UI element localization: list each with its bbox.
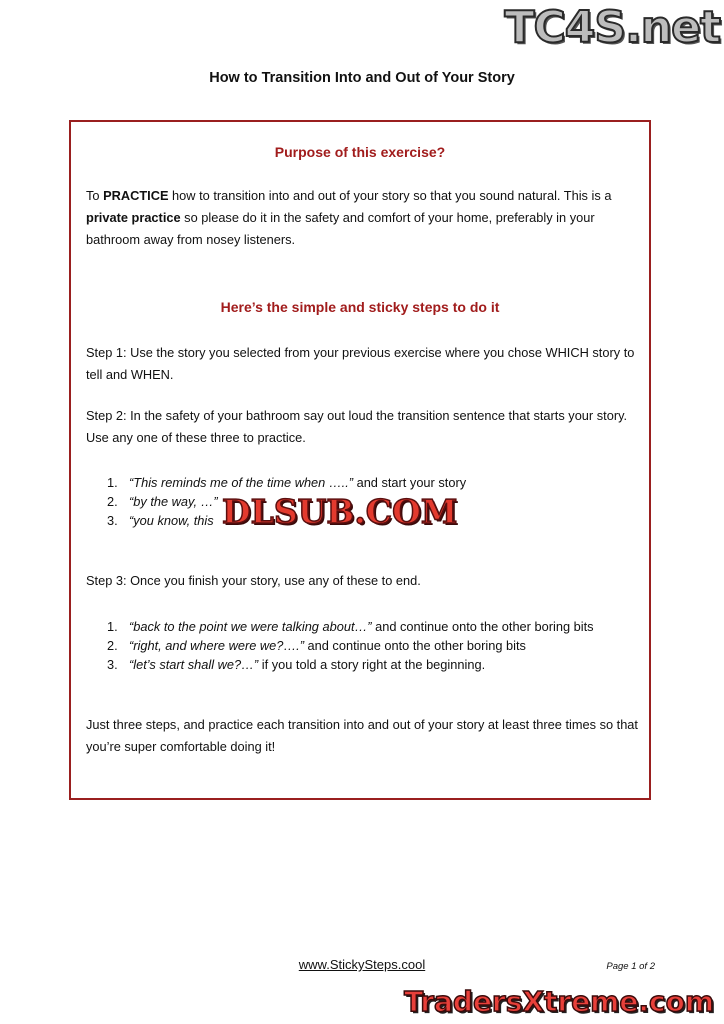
purpose-text-2: how to transition into and out of your story so that you sound natural. This is a [168, 188, 612, 203]
exercise-box [69, 120, 651, 800]
step-3-text: Step 3: Once you finish your story, use any of these to end. [86, 573, 421, 588]
purpose-text-3: so please do it in the safety and comfort of your home, preferably in your bathroom away from nosey listeners. [86, 210, 595, 247]
step-2-text: Step 2: In the safety of your bathroom say out loud the transition sentence that starts your story. Use any one of these three to practice. [86, 408, 628, 445]
list-item: 2. “right, and where were we?….” and continue onto the other boring bits [107, 638, 526, 653]
tc4s-watermark: TC4S.net [504, 2, 720, 53]
document-title: How to Transition Into and Out of Your Story [209, 70, 515, 86]
tradersxtreme-watermark: TradersXtreme.com [404, 985, 714, 1018]
step-3-list [107, 617, 627, 674]
closing-paragraph: Just three steps, and practice each transition into and out of your story at least three times so that you’re super comfortable doing it! [86, 717, 638, 754]
page-number: Page 1 of 2 [606, 961, 655, 972]
footer-link[interactable]: www.StickySteps.cool [298, 957, 426, 972]
list-item: 1. “back to the point we were talking about…” and continue onto the other boring bits [107, 619, 594, 634]
purpose-heading: Purpose of this exercise? [274, 144, 446, 160]
steps-heading: Here’s the simple and sticky steps to do it [220, 299, 500, 315]
step-1-text: Step 1: Use the story you selected from your previous exercise where you chose WHICH story to tell and WHEN. [86, 345, 635, 382]
list-item: 3. “let’s start shall we?…” if you told a story right at the beginning. [107, 657, 486, 672]
dlsub-watermark: DLSUB.COM [222, 492, 458, 531]
list-item: 2. “by the way, …” [107, 494, 218, 509]
purpose-text-1: To [86, 188, 104, 203]
purpose-paragraph [86, 185, 646, 251]
list-item: 3. “you know, this [107, 513, 214, 528]
private-practice-emphasis: private practice [86, 210, 181, 225]
list-item: 1. “This reminds me of the time when …..” and start your story [107, 475, 467, 490]
practice-emphasis: PRACTICE [103, 188, 169, 203]
